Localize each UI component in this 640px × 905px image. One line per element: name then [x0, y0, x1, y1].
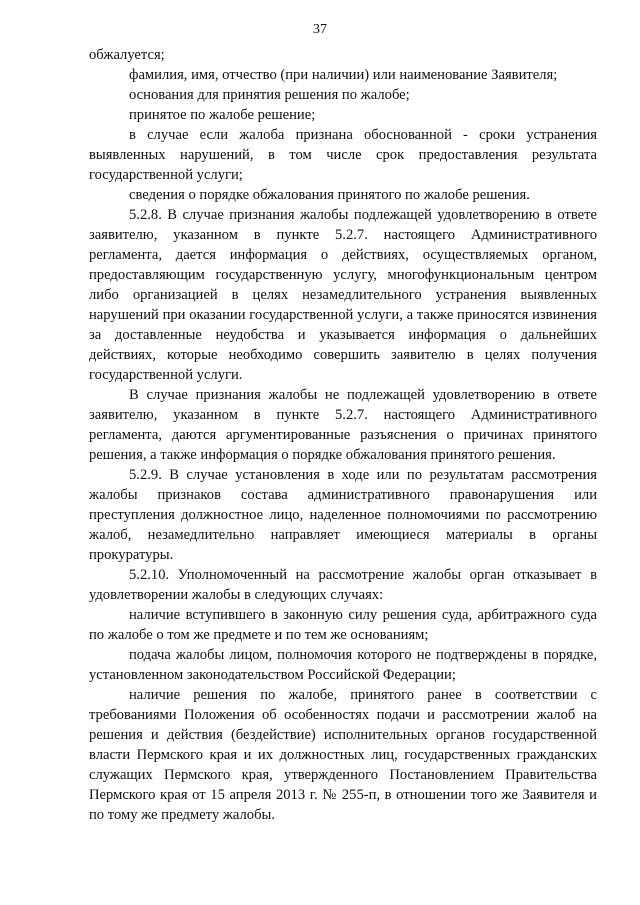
paragraph-prior-decision: наличие решения по жалобе, принятого ранее в соответствии с требованиями Положения об особенностях подачи и рассмотрении жалоб на решения и действия (бездействие) исполнительных органов государственной власти Пермского края и их должностных лиц, государственных гражданских служащих Пермского края, утвержденного Постановлением Правительства Пермского края от 15 апреля 2013 г. № 255-п, в отношении того же Заявителя и по тому же предмету жалобы.: [89, 687, 597, 823]
page-number: 37: [313, 22, 327, 37]
paragraph-decision-taken: принятое по жалобе решение;: [129, 107, 316, 123]
paragraph-appeal-procedure: сведения о порядке обжалования принятого по жалобе решения.: [129, 187, 530, 203]
paragraph-rejection-case: В случае признания жалобы не подлежащей удовлетворению в ответе заявителю, указанном в пункте 5.2.7. настоящего Административного регламента, даются аргументированные разъяснения о причинах принятого решения, а также информация о порядке обжалования принятого решения.: [89, 387, 597, 463]
paragraph-continuation: обжалуется;: [89, 47, 165, 63]
paragraph-unconfirmed-authority: подача жалобы лицом, полномочия которого не подтверждены в порядке, установленном законодательством Российской Федерации;: [89, 647, 597, 683]
paragraph-decision-grounds: основания для принятия решения по жалобе;: [129, 87, 410, 103]
paragraph-applicant-name: фамилия, имя, отчество (при наличии) или наименование Заявителя;: [129, 67, 558, 83]
document-body: [89, 45, 597, 825]
paragraph-5-2-10: 5.2.10. Уполномоченный на рассмотрение жалобы орган отказывает в удовлетворении жалобы в следующих случаях:: [89, 567, 597, 603]
paragraph-justified-complaint: в случае если жалоба признана обоснованной - сроки устранения выявленных нарушений, в том числе срок предоставления результата государственной услуги;: [89, 127, 597, 183]
paragraph-5-2-9: 5.2.9. В случае установления в ходе или по результатам рассмотрения жалобы признаков состава административного правонарушения или преступления должностное лицо, наделенное полномочиями по рассмотрению жалоб, незамедлительно направляет имеющиеся материалы в органы прокуратуры.: [89, 467, 597, 563]
paragraph-5-2-8: 5.2.8. В случае признания жалобы подлежащей удовлетворению в ответе заявителю, указанном в пункте 5.2.7. настоящего Административного регламента, дается информация о действиях, осуществляемых органом, предоставляющим государственную услугу, многофункциональным центром либо организацией в целях незамедлительного устранения выявленных нарушений при оказании государственной услуги, а также приносятся извинения за доставленные неудобства и указывается информация о дальнейших действиях, которые необходимо совершить заявителю в целях получения государственной услуги.: [89, 207, 597, 383]
paragraph-court-decision: наличие вступившего в законную силу решения суда, арбитражного суда по жалобе о том же предмете и по тем же основаниям;: [89, 607, 597, 643]
